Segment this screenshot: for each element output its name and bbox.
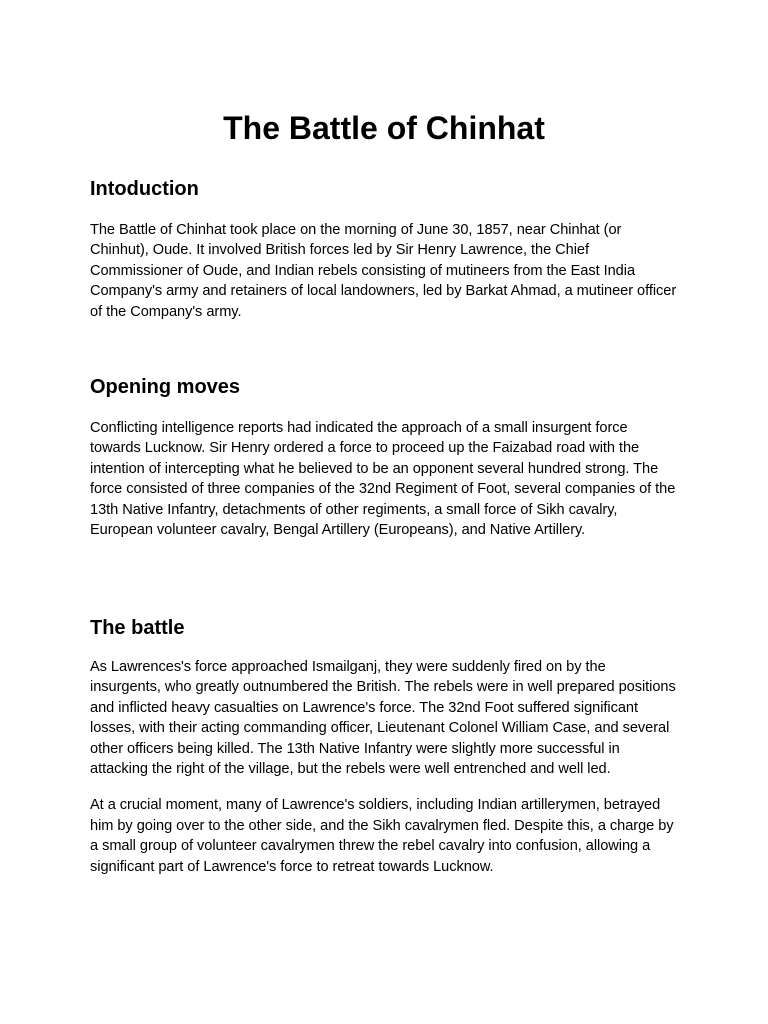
section-paragraph: At a crucial moment, many of Lawrence's soldiers, including Indian artillerymen, betrayed him by going over to the other side, and the Sikh cavalrymen fled. Despite this, a charge by a small group of volunteer cavalrymen threw the rebel cavalry into confusion, allowing a significant part of Lawrence's force to retreat towards Lucknow. bbox=[90, 797, 674, 875]
section-opening-moves bbox=[90, 374, 680, 540]
section-heading: The battle bbox=[90, 617, 185, 639]
section-paragraph: As Lawrences's force approached Ismailganj, they were suddenly fired on by the insurgents, who greatly outnumbered the British. The rebels were in well prepared positions and inflicted heavy casualties on Lawrence's force. The 32nd Foot suffered significant losses, with their acting commanding officer, Lieutenant Colonel William Case, and several other officers being killed. The 13th Native Infantry were slightly more successful in attacking the right of the village, but the rebels were well entrenched and well led. bbox=[90, 659, 676, 778]
section-paragraph: The Battle of Chinhat took place on the morning of June 30, 1857, near Chinhat (or Chinhut), Oude. It involved British forces led by Sir Henry Lawrence, the Chief Commissioner of Oude, and Indian rebels consisting of mutineers from the East India Company's army and retainers of local landowners, led by Barkat Ahmad, a mutineer officer of the Company's army. bbox=[90, 222, 677, 320]
document-title: The Battle of Chinhat bbox=[223, 110, 545, 146]
section-heading: Intoduction bbox=[90, 178, 199, 200]
section-introduction bbox=[90, 176, 680, 322]
section-paragraph: Conflicting intelligence reports had indicated the approach of a small insurgent force towards Lucknow. Sir Henry ordered a force to proceed up the Faizabad road with the intention of intercepting what he believed to be an opponent several hundred strong. The force consisted of three companies of the 32nd Regiment of Foot, several companies of the 13th Native Infantry, detachments of other regiments, a small force of Sikh cavalry, European volunteer cavalry, Bengal Artillery (Europeans), and Native Artillery. bbox=[90, 420, 676, 539]
section-the-battle bbox=[90, 615, 680, 877]
section-heading: Opening moves bbox=[90, 376, 241, 398]
